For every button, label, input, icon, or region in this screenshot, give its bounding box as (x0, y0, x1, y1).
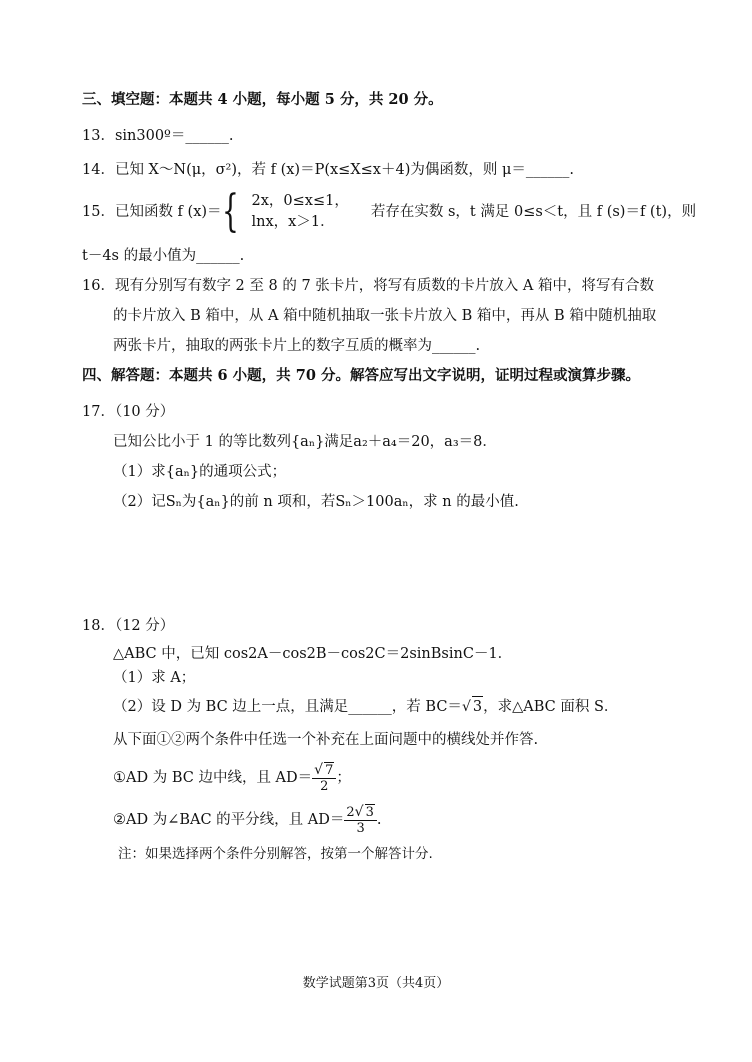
sqrt-symbol: √ (461, 699, 471, 715)
sqrt-symbol: √ (354, 804, 364, 820)
question-18-part1: （1）求 A； (113, 670, 196, 686)
q18-cond2-coefficient: 2 (346, 805, 355, 820)
question-15-line2: t－4s 的最小值为______. (82, 248, 245, 264)
question-15 (82, 186, 697, 237)
q18-cond1-text-a: ①AD 为 BC 边中线，且 AD＝ (113, 770, 313, 786)
question-18-condition-1 (113, 762, 351, 794)
q18-cond1-numerator (312, 762, 336, 779)
section-4-heading: 四、解答题：本题共 6 小题，共 70 分。解答应写出文字说明，证明过程或演算步骤。 (82, 367, 640, 384)
q18-cond2-numerator (344, 804, 376, 821)
question-18-header: 18．（12 分） (82, 618, 175, 634)
q18-cond2-text-b: . (376, 812, 382, 828)
question-17-part1: （1）求{aₙ}的通项公式； (113, 464, 287, 480)
question-18-note: 注：如果选择两个条件分别解答，按第一个解答计分. (118, 846, 433, 862)
question-17-part2: （2）记Sₙ为{aₙ}的前 n 项和，若Sₙ＞100aₙ，求 n 的最小值. (113, 494, 519, 510)
q18-part2-text-b: ，求△ABC 面积 S． (483, 699, 619, 715)
q15-brace: { (221, 186, 239, 237)
q15-piecewise-cases (252, 191, 349, 233)
q18-cond2-radicand: 3 (365, 805, 374, 820)
section-3-heading: 三、填空题：本题共 4 小题，每小题 5 分，共 20 分。 (82, 91, 443, 108)
q18-cond1-radicand: 7 (325, 763, 334, 778)
q18-cond1-text-b: ； (336, 770, 351, 786)
question-16-line3: 两张卡片，抽取的两张卡片上的数字互质的概率为______. (113, 338, 481, 354)
question-14: 14．已知 X～N(μ，σ²)，若 f (x)＝P(x≤X≤x＋4)为偶函数，则 μ＝______. (82, 162, 575, 178)
page-footer: 数学试题第3页（共4页） (302, 976, 450, 991)
q15-case-1: 2x，0≤x≤1， (251, 193, 349, 209)
q15-suffix: 若存在实数 s，t 满足 0≤s＜t，且 f (s)＝f (t)，则 (370, 204, 697, 220)
q18-part2-radicand: 3 (472, 696, 483, 717)
question-18-part2 (113, 696, 618, 717)
question-17-stem: 已知公比小于 1 的等比数列{aₙ}满足a₂＋a₄＝20，a₃＝8． (113, 434, 497, 450)
question-17-header: 17．（10 分） (82, 404, 175, 420)
q15-prefix: 15．已知函数 f (x)＝ (82, 204, 222, 220)
question-16-line1: 16．现有分别写有数字 2 至 8 的 7 张卡片，将写有质数的卡片放入 A 箱中，将写有合数 (82, 278, 654, 294)
question-16-line2: 的卡片放入 B 箱中，从 A 箱中随机抽取一张卡片放入 B 箱中，再从 B 箱中随机抽取 (113, 308, 657, 324)
q18-cond1-fraction (312, 762, 336, 794)
question-18-instruction: 从下面①②两个条件中任选一个补充在上面问题中的横线处并作答. (113, 732, 539, 748)
q18-cond1-denominator: 2 (320, 779, 329, 794)
q18-part2-text-a: （2）设 D 为 BC 边上一点，且满足______，若 BC＝ (113, 699, 462, 715)
sqrt-symbol: √ (314, 762, 324, 778)
question-18-condition-2 (113, 804, 381, 836)
question-13: 13．sin300º＝______. (82, 128, 234, 144)
q18-cond2-denominator: 3 (356, 821, 365, 836)
q18-cond2-fraction (344, 804, 376, 836)
q18-cond2-text-a: ②AD 为∠BAC 的平分线，且 AD＝ (113, 812, 345, 828)
q15-case-2: lnx，x＞1． (251, 214, 335, 230)
question-18-stem: △ABC 中，已知 cos2A－cos2B－cos2C＝2sinBsinC－1． (113, 646, 513, 662)
